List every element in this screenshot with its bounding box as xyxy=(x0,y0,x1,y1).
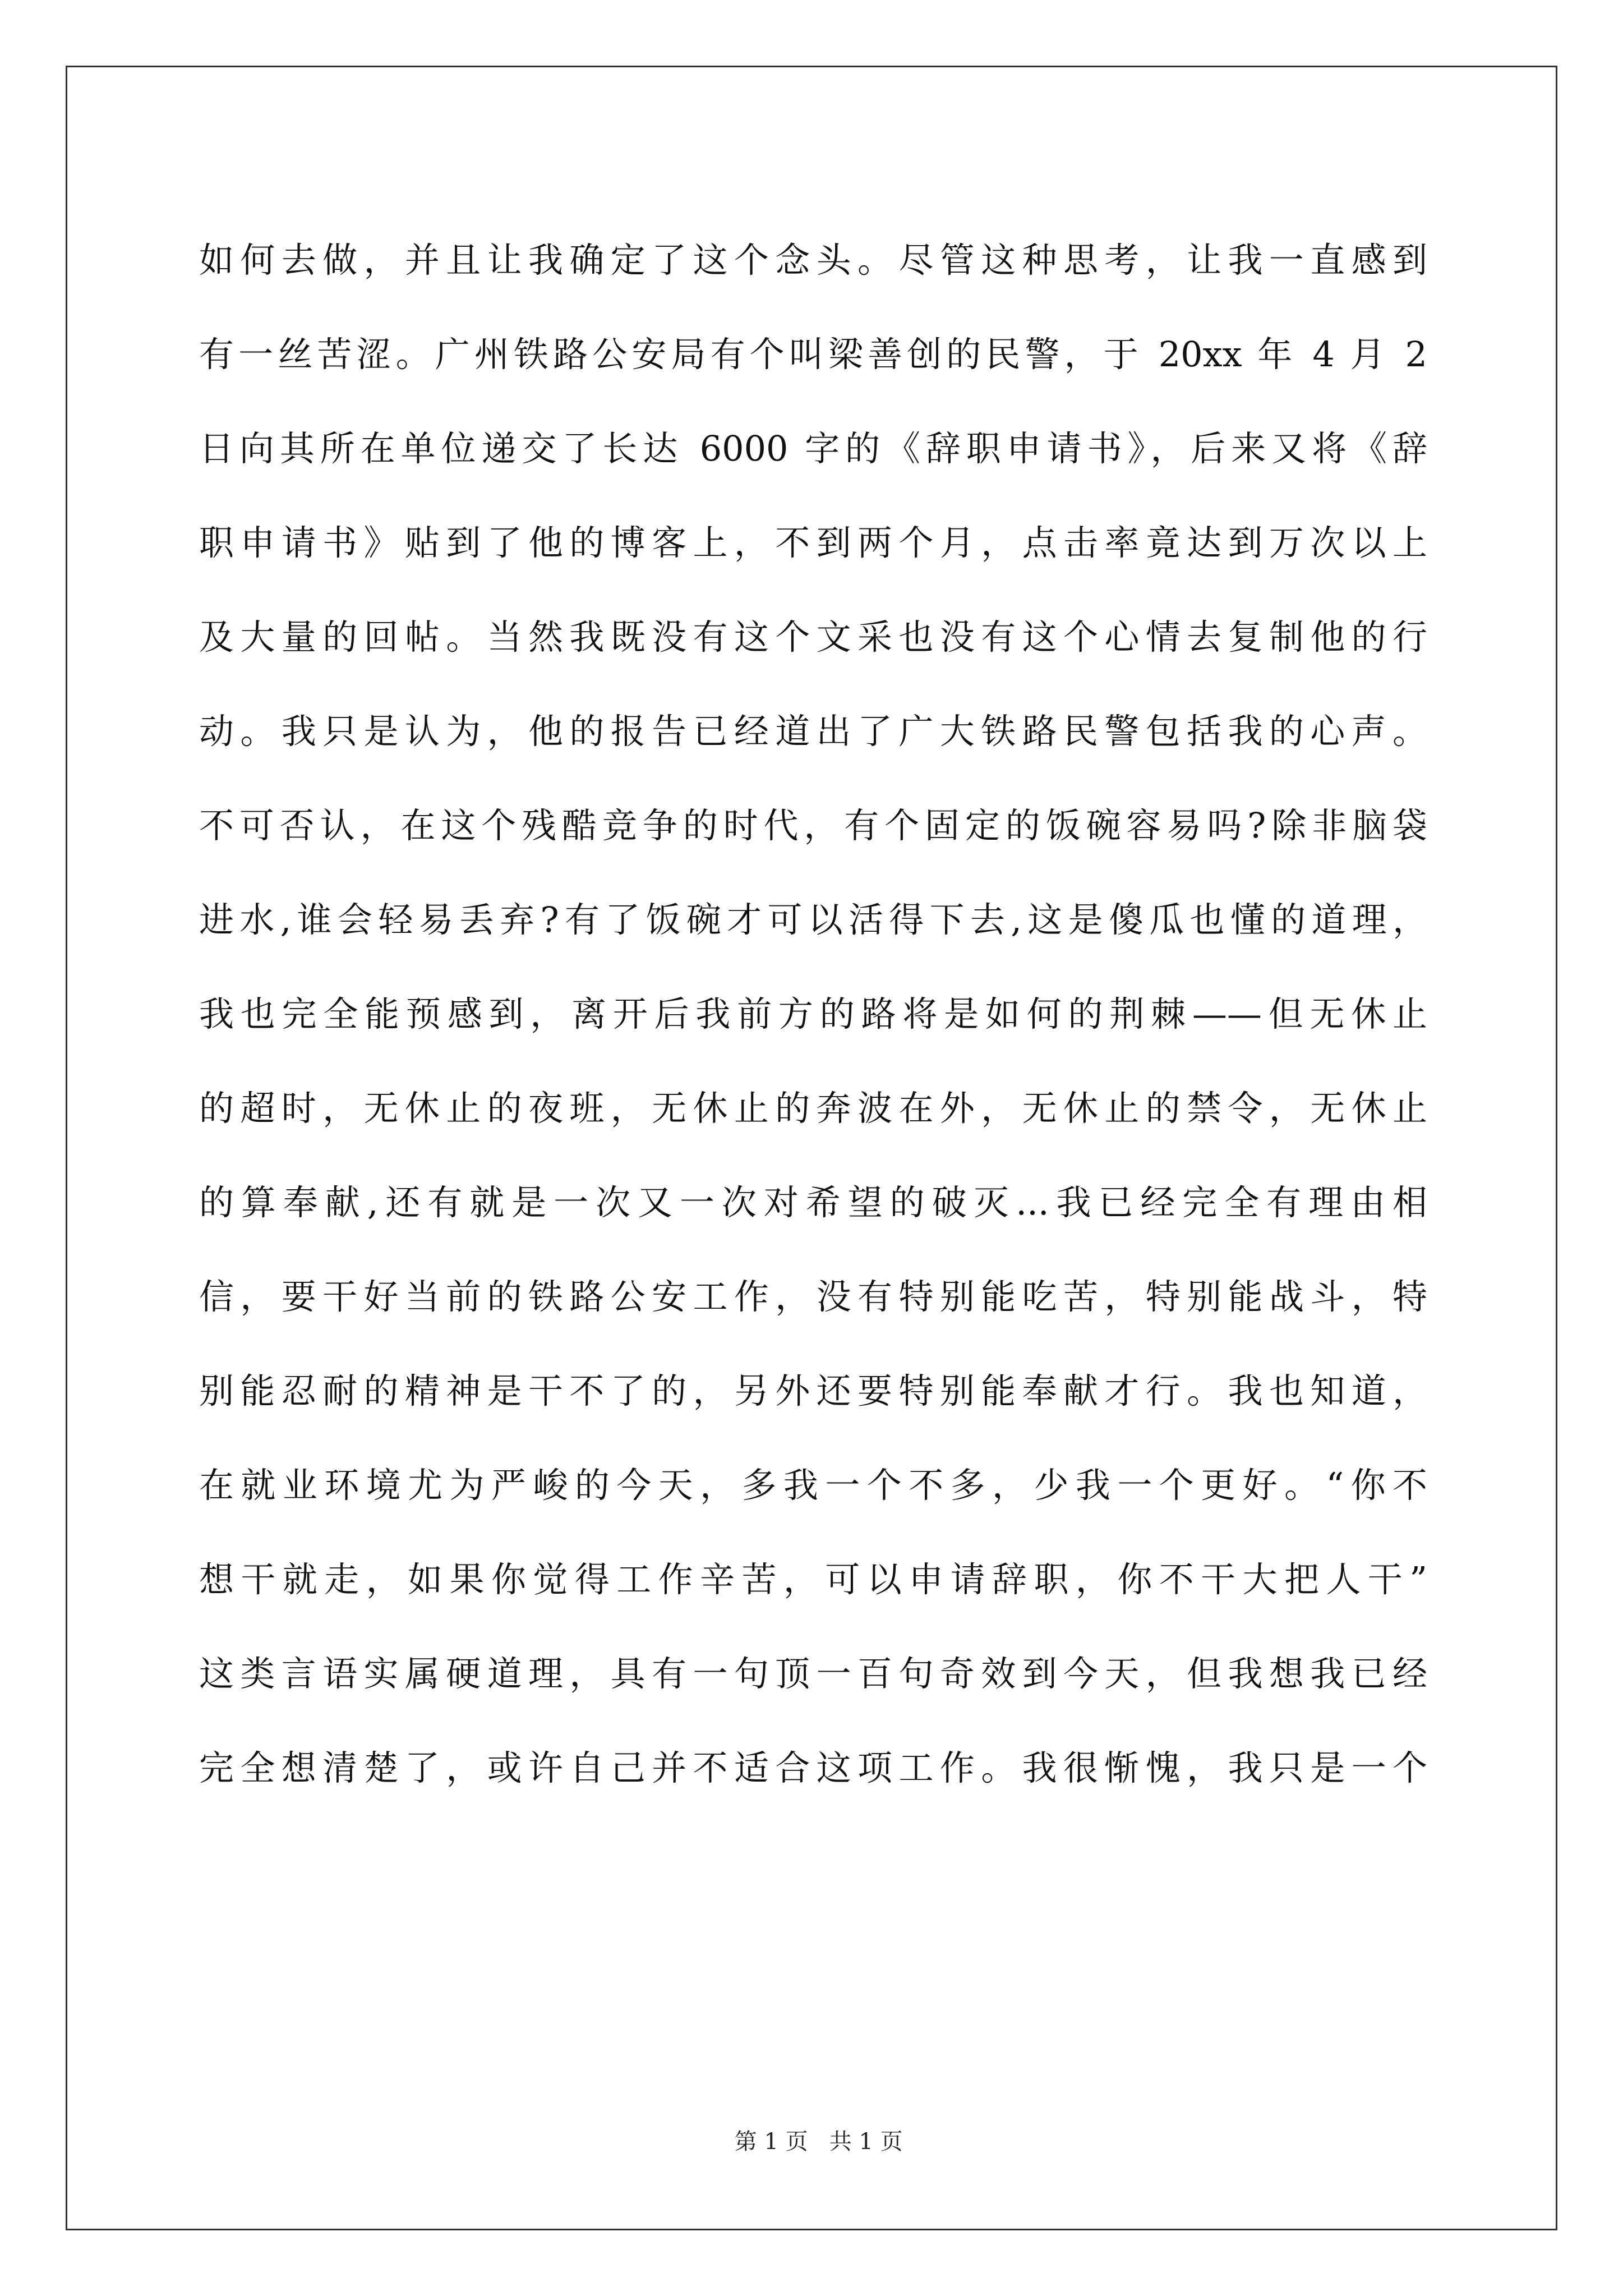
text-line: 完全想清楚了，或许自己并不适合这项工作。我很惭愧，我只是一个 xyxy=(199,1747,1427,1788)
text-line: 的算奉献,还有就是一次又一次对希望的破灭...我已经完全有理由相 xyxy=(199,1182,1427,1223)
text-line: 想干就走，如果你觉得工作辛苦，可以申请辞职，你不干大把人干” xyxy=(199,1559,1427,1600)
text-line: 在就业环境尤为严峻的今天，多我一个不多，少我一个更好。“你不 xyxy=(199,1465,1427,1506)
text-line: 不可否认，在这个残酷竞争的时代，有个固定的饭碗容易吗?除非脑袋 xyxy=(199,805,1427,846)
page-number: 第 1 页 共 1 页 xyxy=(734,2129,903,2155)
page-footer xyxy=(0,2091,1623,2159)
document-body xyxy=(199,213,1427,1815)
text-line: 信，要干好当前的铁路公安工作，没有特别能吃苦，特别能战斗，特 xyxy=(199,1276,1427,1317)
text-line: 进水,谁会轻易丢弃?有了饭碗才可以活得下去,这是傻瓜也懂的道理， xyxy=(199,899,1427,940)
text-line: 这类言语实属硬道理，具有一句顶一百句奇效到今天，但我想我已经 xyxy=(199,1653,1427,1694)
text-line: 日向其所在单位递交了长达 6000 字的《辞职申请书》，后来又将《辞 xyxy=(199,428,1427,469)
text-line: 的超时，无休止的夜班，无休止的奔波在外，无休止的禁令，无休止 xyxy=(199,1088,1427,1129)
text-line: 职申请书》贴到了他的博客上，不到两个月，点击率竟达到万次以上 xyxy=(199,522,1427,563)
text-line: 如何去做，并且让我确定了这个念头。尽管这种思考，让我一直感到 xyxy=(199,240,1427,280)
text-line: 别能忍耐的精神是干不了的，另外还要特别能奉献才行。我也知道， xyxy=(199,1370,1427,1411)
text-line: 及大量的回帖。当然我既没有这个文采也没有这个心情去复制他的行 xyxy=(199,616,1427,657)
text-line: 我也完全能预感到，离开后我前方的路将是如何的荆棘——但无休止 xyxy=(199,993,1427,1034)
text-line: 有一丝苦涩。广州铁路公安局有个叫梁善创的民警，于 20xx 年 4 月 2 xyxy=(199,334,1427,375)
text-line: 动。我只是认为，他的报告已经道出了广大铁路民警包括我的心声。 xyxy=(199,711,1427,752)
